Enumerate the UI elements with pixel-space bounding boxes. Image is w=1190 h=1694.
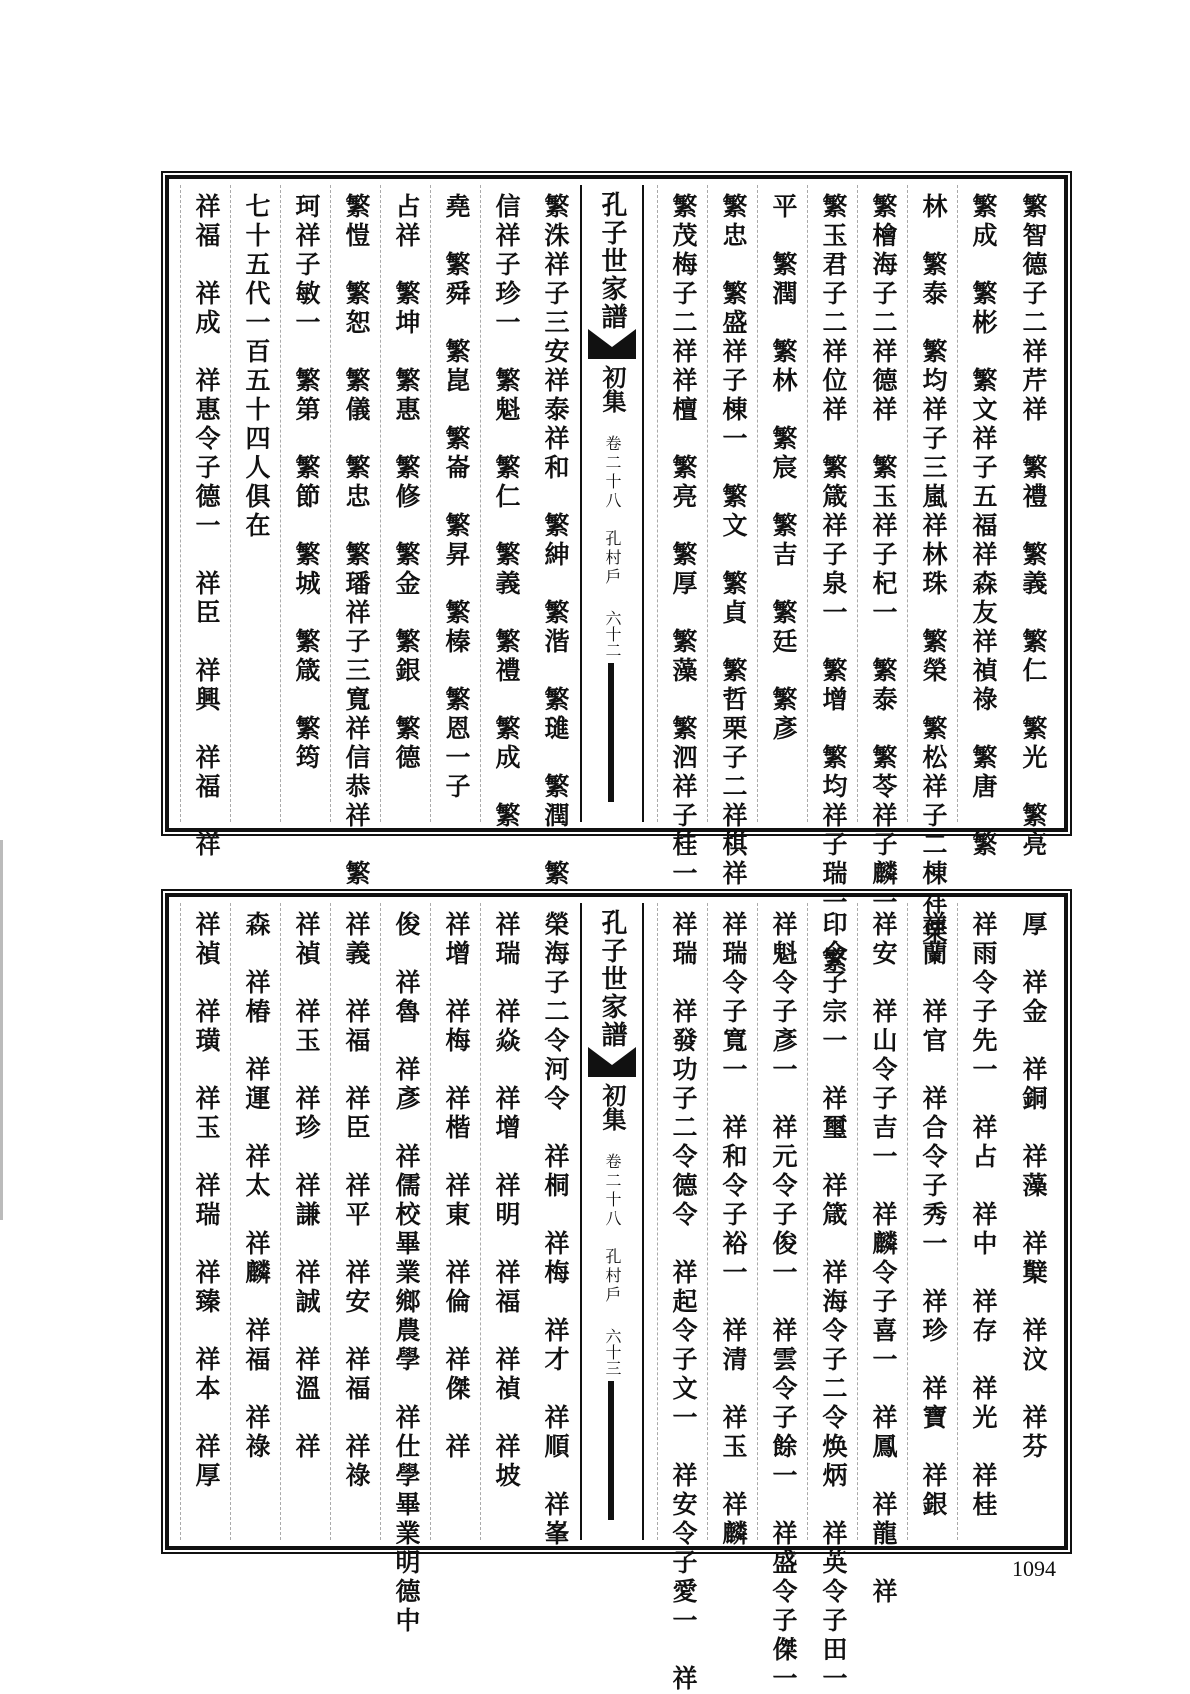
chapter-label: 卷二十八 孔村戶 <box>603 435 622 587</box>
genealogy-page-top <box>165 175 1068 976</box>
volume-label: 初集 <box>598 1083 627 1131</box>
text-column: 信祥子珍一 繁魁 繁仁 繁義 繁禮 繁成 繁 <box>480 185 531 822</box>
chapter-label: 卷二十八 孔村戶 <box>603 1153 622 1305</box>
text-column: 占祥 繁坤 繁惠 繁修 繁金 繁銀 繁德 <box>380 185 431 822</box>
text-column: 厚 祥金 祥銅 祥藻 祥櫱 祥汶 祥芬 <box>1019 911 1048 1462</box>
text-column: 祥福 祥成 祥惠令子德一 祥臣 祥興 祥福 祥 <box>180 185 231 822</box>
book-spine <box>580 903 644 1540</box>
text-column: 繁茂梅子二祥祥檀 繁亮 繁厚 繁藻 繁泗祥子桂一 <box>657 185 708 822</box>
text-column: 平 繁潤 繁林 繁宸 繁吉 繁廷 繁彥 <box>757 185 808 822</box>
folio-number: 六十三 <box>603 1328 622 1376</box>
text-column: 祥禎 祥玉 祥珍 祥謙 祥誠 祥溫 祥 <box>280 903 331 1540</box>
generation-heading: 七十五代一百五十四人俱在 <box>230 185 281 822</box>
text-column: 俊 祥魯 祥彥 祥儒校畢業鄉農學 祥仕學畢業明德中 <box>380 903 431 1540</box>
book-title: 孔子世家譜 <box>597 191 627 331</box>
text-column: 祥義 祥福 祥臣 祥平 祥安 祥福 祥祿 <box>330 903 381 1540</box>
text-column: 祥瑞 祥發功子二令德令 祥起令子文一 祥安令子愛一 祥 <box>657 903 708 1540</box>
text-column: 祥增 祥梅 祥楷 祥東 祥倫 祥傑 祥 <box>430 903 481 1540</box>
text-column: 祥雨令子先一 祥占 祥中 祥存 祥光 祥桂 <box>957 903 1008 1540</box>
text-column: 珂祥子敏一 繁第 繁節 繁城 繁箴 繁筠 <box>280 185 331 822</box>
text-column: 祥蘭 祥官 祥合令子秀一 祥珍 祥寶 祥銀 <box>907 903 958 1540</box>
book-spine <box>580 185 644 822</box>
text-column: 繁愷 繁恕 繁儀 繁忠 繁璠祥子三寬祥信恭祥 繁 <box>330 185 381 822</box>
text-column: 印令子宗一 祥璽 祥箴 祥海令子二令焕炳 祥英令子田一 <box>807 903 858 1540</box>
scan-edge <box>0 840 3 1220</box>
book-title: 孔子世家譜 <box>597 909 627 1049</box>
text-column: 繁智德子二祥芹祥 繁禮 繁義 繁仁 繁光 繁亮 <box>1019 193 1048 860</box>
text-column: 祥禎 祥璜 祥玉 祥瑞 祥臻 祥本 祥厚 <box>180 903 231 1540</box>
text-column: 祥魁令子彥一 祥元令子俊一 祥雲令子餘一 祥盛令子傑一 <box>757 903 808 1540</box>
fish-tail-mark <box>588 329 636 359</box>
text-column: 繁洙祥子三安祥泰祥和 繁紳 繁湝 繁璡 繁潤 繁 <box>541 193 570 889</box>
fish-tail-mark <box>588 1047 636 1077</box>
text-column: 繁忠 繁盛祥子棟一 繁文 繁貞 繁哲栗子二祥棋祥 <box>707 185 758 822</box>
text-column: 祥瑞令子寬一 祥和令子裕一 祥清 祥玉 祥麟 <box>707 903 758 1540</box>
text-column: 森 祥椿 祥運 祥太 祥麟 祥福 祥祿 <box>230 903 281 1540</box>
volume-label: 初集 <box>598 365 627 413</box>
text-column: 祥瑞 祥焱 祥增 祥明 祥福 祥禎 祥坡 <box>480 903 531 1540</box>
text-column: 榮海子二令河令 祥桐 祥梅 祥才 祥順 祥峯 <box>541 911 570 1549</box>
text-column: 祥安 祥山令子吉一 祥麟令子喜一 祥鳳 祥龍 祥 <box>857 903 908 1540</box>
text-column: 繁檜海子二祥德祥 繁玉祥子杞一 繁泰 繁苓祥子麟一 <box>857 185 908 822</box>
folio-number: 六十二 <box>603 610 622 658</box>
text-column: 堯 繁舜 繁崑 繁崙 繁昇 繁榛 繁恩一子 <box>430 185 481 822</box>
spine-bar <box>608 1381 614 1520</box>
spine-bar <box>608 663 614 802</box>
page-number: 1094 <box>1012 1556 1056 1581</box>
text-column: 林 繁泰 繁均祥子三嵐祥林珠 繁榮 繁松祥子二棟祥栗 <box>907 185 958 822</box>
text-column: 繁玉君子二祥位祥 繁箴祥子泉一 繁增 繁均祥子瑞一 繁 <box>807 185 858 822</box>
text-column: 繁成 繁彬 繁文祥子五福祥森友祥禎祿 繁唐 繁 <box>957 185 1008 822</box>
